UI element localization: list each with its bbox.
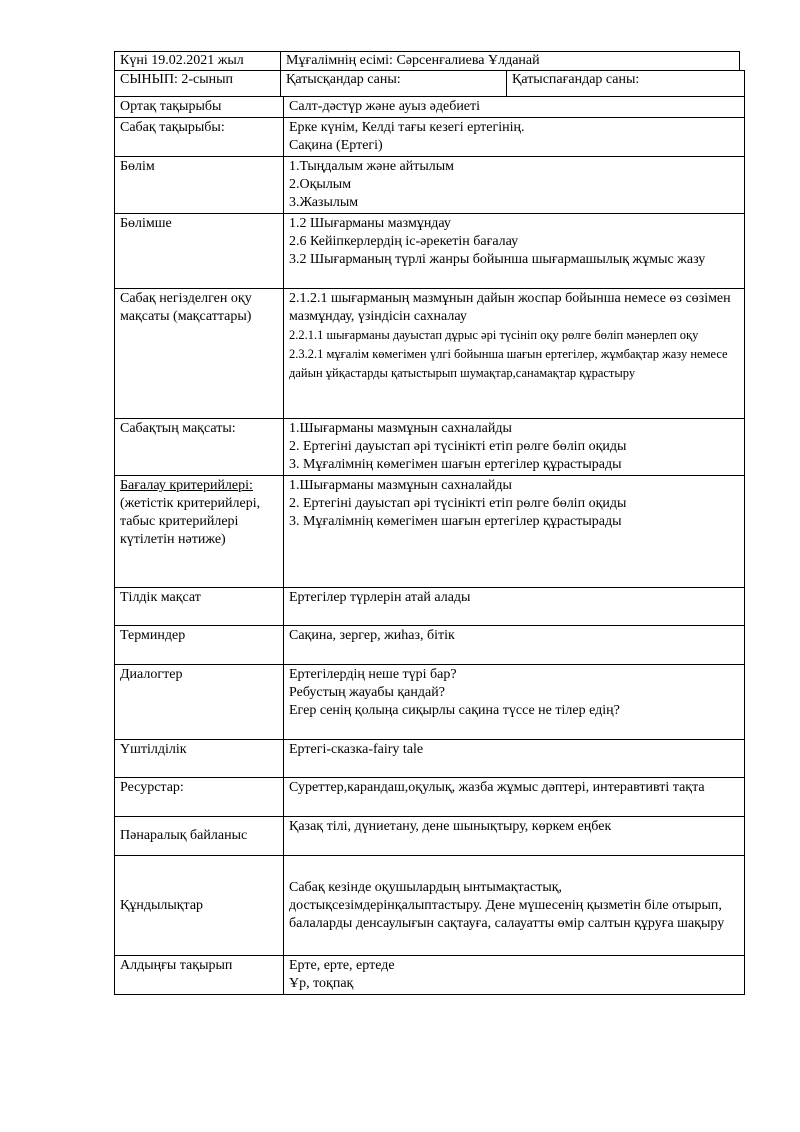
- row-value: [284, 476, 745, 588]
- table-row: [115, 419, 745, 476]
- row-value: Ертегілер түрлерін атай алады: [284, 588, 745, 626]
- row-label: Бөлімше: [115, 214, 284, 289]
- text-line: 2.Оқылым: [289, 177, 352, 192]
- table-row: [115, 856, 745, 956]
- table-row: [115, 588, 745, 626]
- text-line: 1.Тыңдалым және айтылым: [289, 159, 455, 174]
- row-value: Ертегі-сказка-fairy tale: [284, 740, 745, 778]
- table-row: [115, 97, 745, 118]
- row-value: [284, 778, 745, 817]
- lesson-plan-table: [114, 96, 745, 995]
- text-line: Егер сенің қолыңа сиқырлы сақина түссе не тілер едің?: [289, 703, 620, 718]
- objective-text: 2.2.1.1 шығарманы дауыстап дұрыс әрі түсініп оқу рөлге бөліп мәнерлеп оқу: [289, 328, 699, 342]
- criteria-note: (жетістік критерийлері, табыс критерийлері күтілетін нәтиже): [120, 496, 261, 547]
- text-line: Суреттер,карандаш,оқулық, жазба жұмыс дәптері, интеравтивті тақта: [289, 780, 705, 795]
- objective-text: 2.1.2.1 шығарманың мазмұнын дайын жоспар бойынша немесе өз сөзімен мазмұндау, үзіндісін сахналау: [289, 291, 731, 324]
- table-row: [115, 740, 745, 778]
- absent-count-label: Қатыспағандар саны:: [512, 72, 640, 87]
- text-line: Ұр, тоқпақ: [289, 976, 354, 991]
- table-row: [115, 157, 745, 214]
- row-value: [284, 419, 745, 476]
- text-line: 3. Мұғалімнің көмегімен шағын ертегілер құрастырады: [289, 457, 622, 472]
- objective-text: 2.3.2.1 мұғалім көмегімен үлгі бойынша шағын ертегілер, жұмбақтар жазу немесе дайын ұйқастарды қатыстырып шумақтар,санамақтар құрастыру: [289, 347, 728, 380]
- table-row: [115, 817, 745, 856]
- text-line: Сақина (Ертегі): [289, 138, 383, 153]
- row-value: [284, 157, 745, 214]
- text-line: Ребустың жауабы қандай?: [289, 685, 445, 700]
- text-paragraph: Сабақ кезінде оқушылардың ынтымақтастық, достықсезімдерінқалыптастыру. Дене мүшесенің қызметін біле отырып, балаларды денсаулығын сақтауға, салауатты өмір салтын құруға шақыру: [289, 879, 725, 931]
- text-line: 1.Шығарманы мазмұнын сахналайды: [289, 421, 512, 436]
- row-value: Салт-дәстүр және ауыз әдебиеті: [284, 97, 745, 118]
- table-row: [115, 476, 745, 588]
- table-row: [115, 956, 745, 995]
- text-line: 3.2 Шығарманың түрлі жанры бойынша шығармашылық жұмыс жазу: [289, 252, 706, 267]
- text-line: Ерке күнім, Келді тағы кезегі ертегінің.: [289, 120, 525, 135]
- lesson-date: Күні 19.02.2021 жыл: [120, 53, 244, 68]
- row-value: Қазақ тілі, дүниетану, дене шынықтыру, көркем еңбек: [284, 817, 745, 856]
- teacher-name: Мұғалімнің есімі: Сәрсенғалиева Ұлданай: [286, 53, 540, 68]
- row-label: Құндылықтар: [115, 856, 284, 956]
- row-value: [284, 956, 745, 995]
- table-row: [115, 626, 745, 665]
- class-label: СЫНЫП: 2-сынып: [120, 72, 234, 87]
- text-line: 1.2 Шығарманы мазмұндау: [289, 216, 451, 231]
- row-label: [115, 476, 284, 588]
- criteria-heading: Бағалау критерийлері:: [120, 478, 253, 493]
- row-value: [284, 856, 745, 956]
- text-line: 2. Ертегіні дауыстап әрі түсінікті етіп рөлге бөліп оқиды: [289, 439, 627, 454]
- table-row: [115, 118, 745, 157]
- table-row: [115, 289, 745, 419]
- text-line: 1.Шығарманы мазмұнын сахналайды: [289, 478, 512, 493]
- text-line: Ерте, ерте, ертеде: [289, 958, 395, 973]
- row-value: [284, 214, 745, 289]
- row-label: Сабақ негізделген оқу мақсаты (мақсаттары): [115, 289, 284, 419]
- row-value: [284, 289, 745, 419]
- text-line: 2. Ертегіні дауыстап әрі түсінікті етіп рөлге бөліп оқиды: [289, 496, 627, 511]
- row-label: Үштілділік: [115, 740, 284, 778]
- row-label: Сабақтың мақсаты:: [115, 419, 284, 476]
- row-value: Сақина, зергер, жиһаз, бітік: [284, 626, 745, 665]
- row-label: Алдыңғы тақырып: [115, 956, 284, 995]
- row-label: Терминдер: [115, 626, 284, 665]
- row-label: Сабақ тақырыбы:: [115, 118, 284, 157]
- text-line: 3.Жазылым: [289, 195, 359, 210]
- row-value: [284, 118, 745, 157]
- present-count-label: Қатысқандар саны:: [286, 72, 401, 87]
- text-line: 2.6 Кейіпкерлердің іс-әрекетін бағалау: [289, 234, 519, 249]
- row-label: Диалогтер: [115, 665, 284, 740]
- text-line: 3. Мұғалімнің көмегімен шағын ертегілер құрастырады: [289, 514, 622, 529]
- table-row: [115, 214, 745, 289]
- row-label: Бөлім: [115, 157, 284, 214]
- row-label: Тілдік мақсат: [115, 588, 284, 626]
- text-line: Ертегілердің неше түрі бар?: [289, 667, 457, 682]
- row-label: Пәнаралық байланыс: [115, 817, 284, 856]
- table-row: [115, 665, 745, 740]
- row-label: Ортақ тақырыбы: [115, 97, 284, 118]
- row-value: [284, 665, 745, 740]
- table-row: [115, 778, 745, 817]
- row-label: Ресурстар:: [115, 778, 284, 817]
